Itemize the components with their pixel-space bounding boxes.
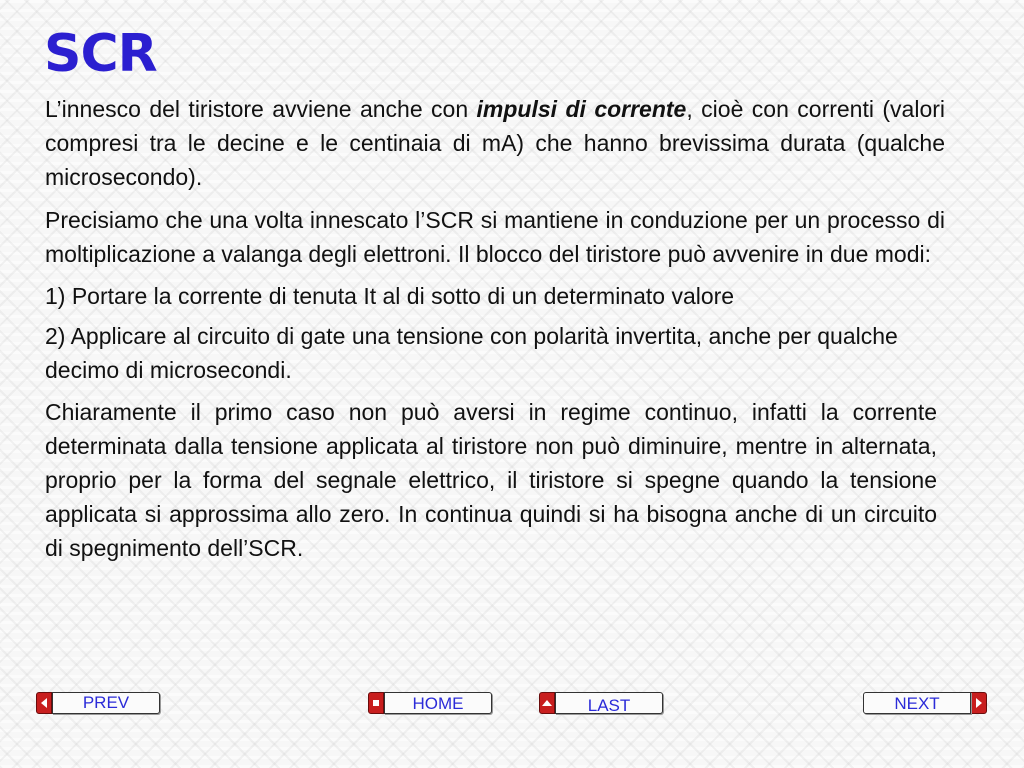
- list-item-1: 1) Portare la corrente di tenuta It al di sotto di un determinato valore: [45, 283, 735, 309]
- home-button-label: HOME: [384, 692, 492, 714]
- slide-content: [45, 92, 945, 565]
- prev-button[interactable]: [36, 692, 160, 714]
- slide-title: SCR: [44, 24, 157, 84]
- paragraph-1: [45, 92, 945, 194]
- square-icon: [368, 692, 384, 714]
- last-button[interactable]: [539, 692, 663, 714]
- last-button-label: LAST: [555, 692, 663, 714]
- next-button[interactable]: [863, 692, 987, 714]
- paragraph-1-emphasis: impulsi di corrente: [476, 96, 687, 122]
- paragraph-1-text: L’innesco del tiristore avviene anche con: [45, 96, 477, 122]
- paragraph-2: Precisiamo che una volta innescato l’SCR si mantiene in conduzione per un processo di moltiplicazione a valanga degli elettroni. Il blocco del tiristore può avvenire in due modi:: [45, 207, 945, 267]
- next-button-label: NEXT: [863, 692, 971, 714]
- prev-button-label: PREV: [52, 692, 160, 714]
- list-item-2: 2) Applicare al circuito di gate una tensione con polarità invertita, anche per qualche decimo di microsecondi.: [45, 323, 898, 383]
- home-button[interactable]: [368, 692, 492, 714]
- triangle-left-icon: [36, 692, 52, 714]
- triangle-right-icon: [971, 692, 987, 714]
- paragraph-1-continuation: , cioè con correnti (valori compresi tra le decine e le centinaia di mA) che hanno brevissima durata (qualche microsecondo).: [45, 96, 946, 190]
- triangle-up-icon: [539, 692, 555, 714]
- paragraph-3: Chiaramente il primo caso non può aversi in regime continuo, infatti la corrente determinata dalla tensione applicata al tiristore non può diminuire, mentre in alternata, proprio per la forma del segnale elettrico, il tiristore si spegne quando la tensione applicata si approssima allo zero. In continua quindi si ha bisogna anche di un circuito di spegnimento dell’SCR.: [45, 399, 937, 561]
